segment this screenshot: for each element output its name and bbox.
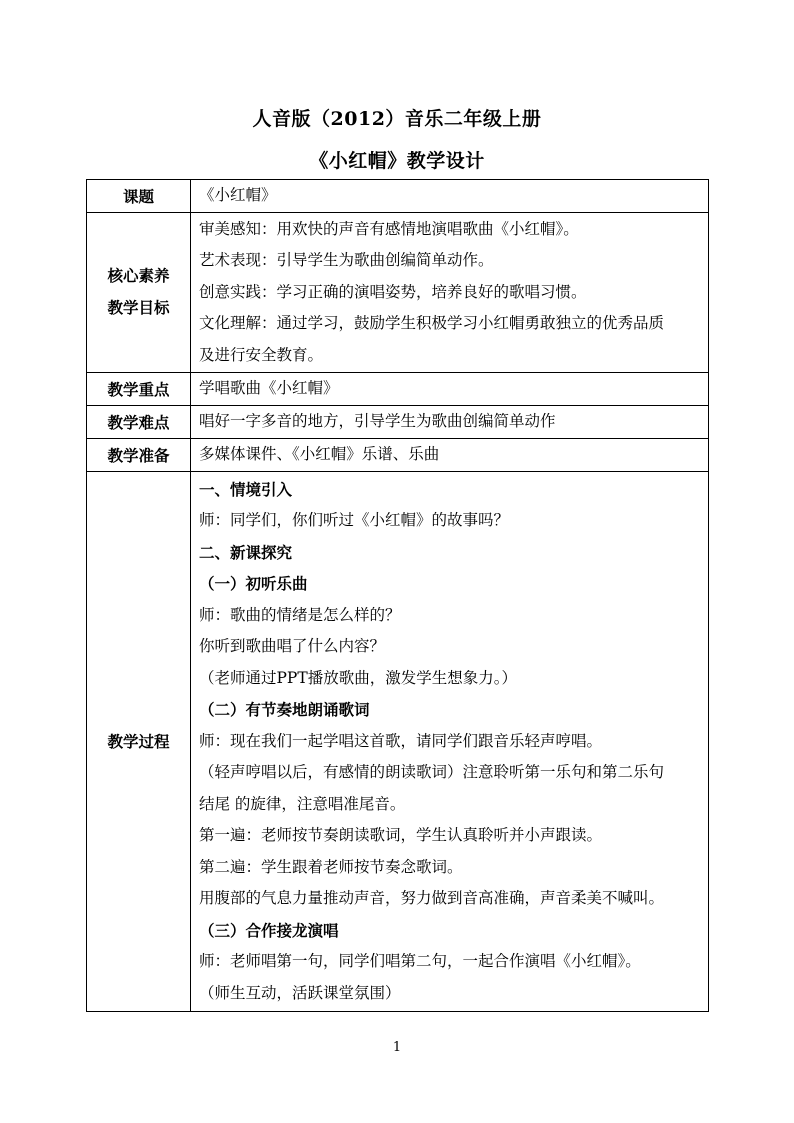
process-line: 你听到歌曲唱了什么内容？ xyxy=(199,637,386,655)
process-line: 师：现在我们一起学唱这首歌，请同学们跟音乐轻声哼唱。 xyxy=(199,731,603,750)
goals-label-line-1: 核心素养 xyxy=(107,266,170,286)
preparation-text: 多媒体课件、《小红帽》乐谱、乐曲 xyxy=(199,445,440,463)
difficulty-label: 教学难点 xyxy=(87,406,191,439)
process-line: 第一遍：老师按节奏朗读歌词，学生认真聆听并小声跟读。 xyxy=(199,826,603,844)
process-line: （师生互动，活跃课堂氛围） xyxy=(199,983,401,1002)
goals-label-line-2: 教学目标 xyxy=(107,298,170,318)
table-row-topic xyxy=(87,180,709,213)
process-heading: 一、情境引入 xyxy=(199,479,293,499)
process-subheading: （二）有节奏地朗诵歌词 xyxy=(199,700,370,719)
process-line: 师：老师唱第一句，同学们唱第二句，一起合作演唱《小红帽》。 xyxy=(199,952,641,970)
process-subheading: （三）合作接龙演唱 xyxy=(199,920,339,940)
key-point-label: 教学重点 xyxy=(87,373,191,406)
process-line: 师：歌曲的情绪是怎么样的？ xyxy=(199,605,401,624)
table-row-preparation xyxy=(87,439,709,472)
document-title: 人音版（2012）音乐二年级上册 xyxy=(252,108,542,130)
difficulty-content xyxy=(191,406,709,439)
process-content xyxy=(191,471,709,1012)
lesson-plan-table xyxy=(86,179,709,1012)
goal-line: 审美感知：用欢快的声音有感情地演唱歌曲《小红帽》。 xyxy=(199,219,579,238)
table-row-process xyxy=(87,471,709,1012)
difficulty-text: 唱好一字多音的地方，引导学生为歌曲创编简单动作 xyxy=(199,412,556,431)
process-line: 用腹部的气息力量推动声音，努力做到音高准确，声音柔美不喊叫。 xyxy=(199,889,665,907)
goal-line: 创意实践：学习正确的演唱姿势，培养良好的歌唱习惯。 xyxy=(199,282,587,301)
key-point-content xyxy=(191,373,709,406)
topic-text: 《小红帽》 xyxy=(199,186,277,204)
process-line: （老师通过PPT播放歌曲，激发学生想象力。） xyxy=(199,668,517,687)
topic-content xyxy=(191,180,709,213)
preparation-label: 教学准备 xyxy=(87,439,191,472)
goal-line: 及进行安全教育。 xyxy=(199,345,324,364)
process-heading: 二、新课探究 xyxy=(199,542,293,562)
table-row-key-point xyxy=(87,373,709,406)
goal-line: 文化理解：通过学习，鼓励学生积极学习小红帽勇敢独立的优秀品质 xyxy=(199,314,665,332)
goal-line: 艺术表现：引导学生为歌曲创编简单动作。 xyxy=(199,251,494,269)
table-row-difficulty xyxy=(87,406,709,439)
process-line: 第二遍：学生跟着老师按节奏念歌词。 xyxy=(199,857,463,876)
topic-label: 课题 xyxy=(87,180,191,213)
process-subheading: （一）初听乐曲 xyxy=(199,574,308,593)
goals-content xyxy=(191,212,709,373)
process-line: 师：同学们，你们听过《小红帽》的故事吗？ xyxy=(199,511,510,529)
preparation-content xyxy=(191,439,709,472)
goals-label xyxy=(87,212,191,373)
process-line: （轻声哼唱以后，有感情的朗读歌词）注意聆听第一乐句和第二乐句 xyxy=(199,763,665,781)
key-point-text: 学唱歌曲《小红帽》 xyxy=(199,379,339,398)
document-subtitle: 《小红帽》教学设计 xyxy=(309,150,485,172)
process-line: 结尾 的旋律，注意唱准尾音。 xyxy=(199,794,406,813)
table-row-goals xyxy=(87,212,709,373)
process-label: 教学过程 xyxy=(87,471,191,1012)
page-number: 1 xyxy=(392,1040,402,1055)
